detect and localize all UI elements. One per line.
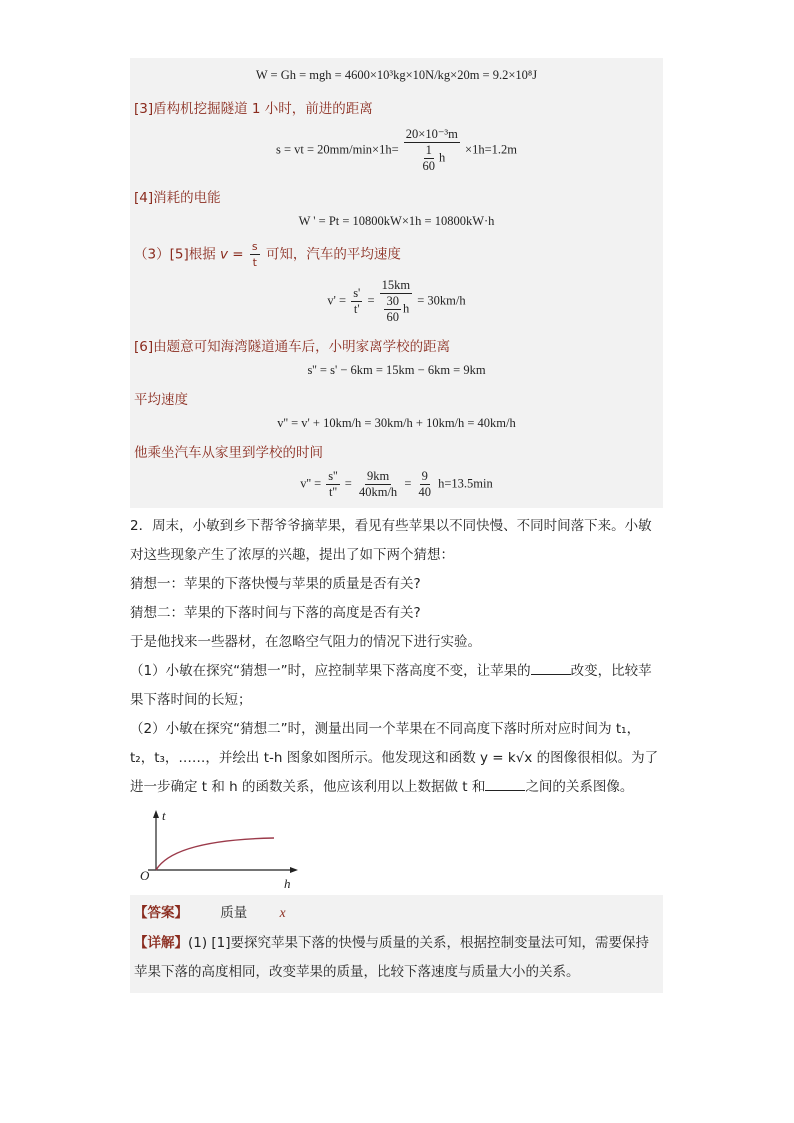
origin-label: O: [140, 868, 150, 883]
document-page: [130, 58, 663, 993]
hypothesis-one: 猜想一：苹果的下落快慢与苹果的质量是否有关?: [130, 576, 421, 592]
detail-label: 【详解】: [134, 935, 188, 951]
detail-text: (1) [1]要探究苹果下落的快慢与质量的关系，根据控制变量法可知，需要保持苹果下落的高度相同，改变苹果的质量，比较下落速度与质量大小的关系。: [134, 935, 650, 980]
answer-blank-1: [531, 662, 571, 675]
hypothesis-two: 猜想二：苹果的下落时间与下落的高度是否有关?: [130, 605, 421, 621]
y-axis-arrow: [153, 810, 159, 818]
equation-average-speed: v' = $\frac{s'}{t'}$ = 15km $\frac{30}{60}$ h = 30km/h: [327, 278, 466, 324]
x-axis-arrow: [290, 867, 298, 873]
equation-new-speed: v'' = v' + 10km/h = 30km/h + 10km/h = 40km/h: [277, 416, 516, 430]
answer-blank-2: [485, 778, 525, 791]
answer-block: [130, 895, 663, 927]
t-h-graph: [134, 808, 304, 893]
equation-new-distance: s'' = s' − 6km = 15km − 6km = 9km: [307, 363, 486, 377]
answer-1: 质量: [220, 905, 248, 921]
note-new-distance: [6]由题意可知海湾隧道通车后，小明家离学校的距离: [134, 339, 451, 355]
note-time: 他乘坐汽车从家里到学校的时间: [134, 445, 323, 461]
detail-block: [130, 927, 663, 993]
answer-label: 【答案】: [134, 905, 188, 921]
equation-time: v'' = $\frac{s''}{t''}$ = $\frac{9km}{40km/h}$ = $\frac{9}{40}$ h=13.5min: [300, 469, 493, 499]
experiment-note: 于是他找来一些器材，在忽略空气阻力的情况下进行实验。: [130, 634, 481, 650]
sqrt-curve: [156, 838, 274, 870]
equation-energy: W ' = Pt = 10800kW×1h = 10800kW·h: [298, 214, 495, 228]
equation-work: W = Gh = mgh = 4600×10³kg×10N/kg×20m = 9.2×10⁸J: [255, 68, 538, 82]
x-axis-label: h: [284, 876, 291, 891]
question-intro: 2．周末，小敏到乡下帮爷爷摘苹果，看见有些苹果以不同快慢、不同时间落下来。小敏对这些现象产生了浓厚的兴趣，提出了如下两个猜想：: [130, 518, 652, 563]
equation-distance: s = vt = 20mm/min×1h= 20×10⁻³m $\frac{1}{60}$ h ×1h=1.2m: [276, 127, 517, 173]
solution-block: [130, 58, 663, 508]
subquestion-one: （1）小敏在探究“猜想一”时，应控制苹果下落高度不变，让苹果的 改变，比较苹果下落时间的长短；: [130, 663, 652, 708]
fraction-distance: 20×10⁻³m $\frac{1}{60}$ h: [405, 127, 458, 173]
note-speed-formula: （3）[5]根据 v = $\frac{s}{t}$ 可知，汽车的平均速度: [134, 240, 401, 269]
note-distance: [3]盾构机挖掘隧道 1 小时，前进的距离: [134, 101, 373, 117]
y-axis-label: t: [162, 808, 166, 823]
answer-2: x: [279, 905, 286, 920]
question-block: [130, 512, 663, 802]
note-average-speed: 平均速度: [134, 392, 188, 408]
subquestion-two: （2）小敏在探究“猜想二”时，测量出同一个苹果在不同高度下落时所对应时间为 t₁，t₂，t₃，……，并绘出 t-h 图象如图所示。他发现这和函数 y = k√x 的图像很相似。为了进一步确定 t 和 h 的函数关系，他应该利用以上数据做 t 和 之间的关系图像。: [130, 721, 659, 795]
note-energy: [4]消耗的电能: [134, 190, 221, 206]
